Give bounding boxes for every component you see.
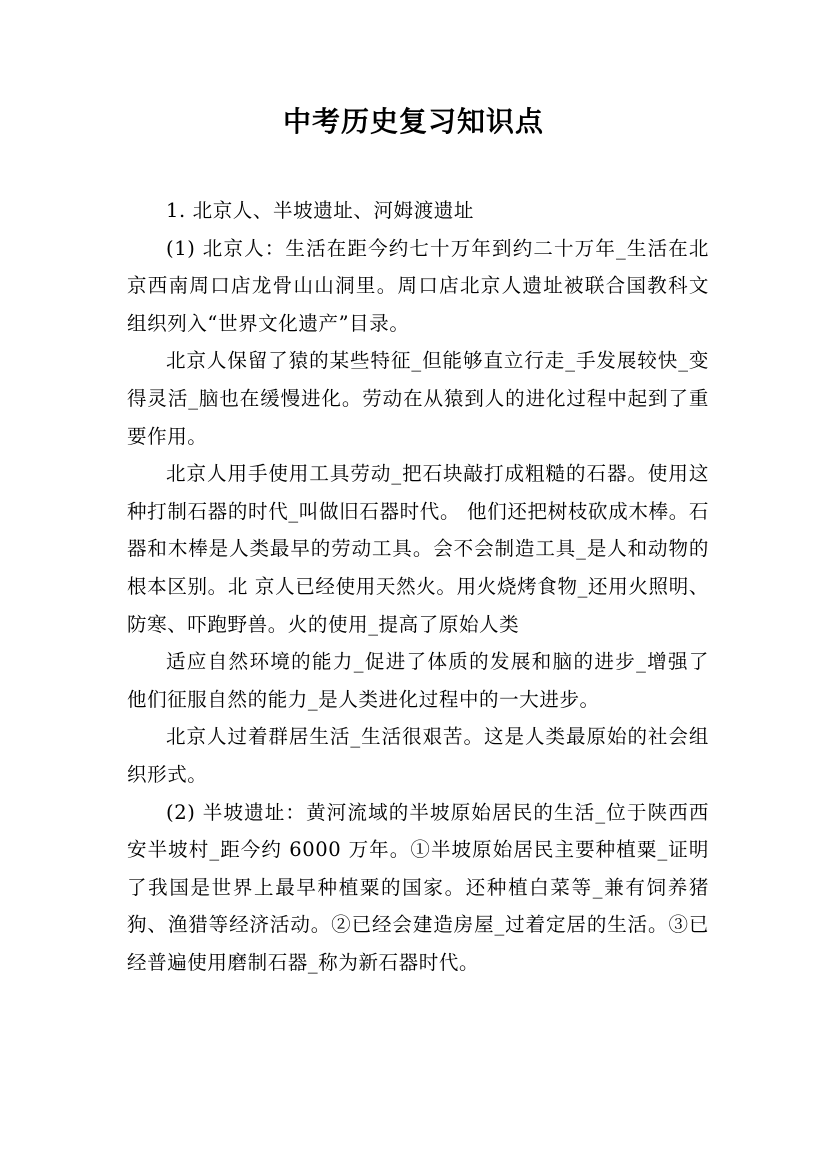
section-heading: 1. 北京人、半坡遗址、河姆渡遗址 — [166, 199, 475, 222]
paragraph: (2) 半坡遗址：黄河流域的半坡原始居民的生活_位于陕西西安半坡村_距今约 6000 万年。①半坡原始居民主要种植粟_证明了我国是世界上最早种植粟的国家。还种植白菜等_兼有饲养猪狗、渔猎等经济活动。②已经会建造房屋_过着定居的生活。③已经普遍使用磨制石器_称为新石器时代。 — [127, 800, 709, 974]
paragraph: 北京人用手使用工具劳动_把石块敲打成粗糙的石器。使用这种打制石器的时代_叫做旧石器时代。 他们还把树枝砍成木棒。石器和木棒是人类最早的劳动工具。会不会制造工具_是人和动物的根本区别。北 京人已经使用天然火。用火烧烤食物_还用火照明、防寒、吓跑野兽。火的使用_提高了原始人类 — [127, 462, 709, 636]
paragraph: (1) 北京人：生活在距今约七十万年到约二十万年_生活在北京西南周口店龙骨山山洞里。周口店北京人遗址被联合国教科文组织列入“世界文化遗产”目录。 — [127, 236, 709, 335]
document-body — [127, 192, 709, 981]
paragraph: 适应自然环境的能力_促进了体质的发展和脑的进步_增强了他们征服自然的能力_是人类进化过程中的一大进步。 — [127, 650, 709, 711]
document-title: 中考历史复习知识点 — [282, 105, 544, 138]
paragraph: 北京人过着群居生活_生活很艰苦。这是人类最原始的社会组织形式。 — [127, 725, 709, 786]
paragraph: 北京人保留了猿的某些特征_但能够直立行走_手发展较快_变得灵活_脑也在缓慢进化。劳动在从猿到人的进化过程中起到了重要作用。 — [127, 349, 709, 448]
